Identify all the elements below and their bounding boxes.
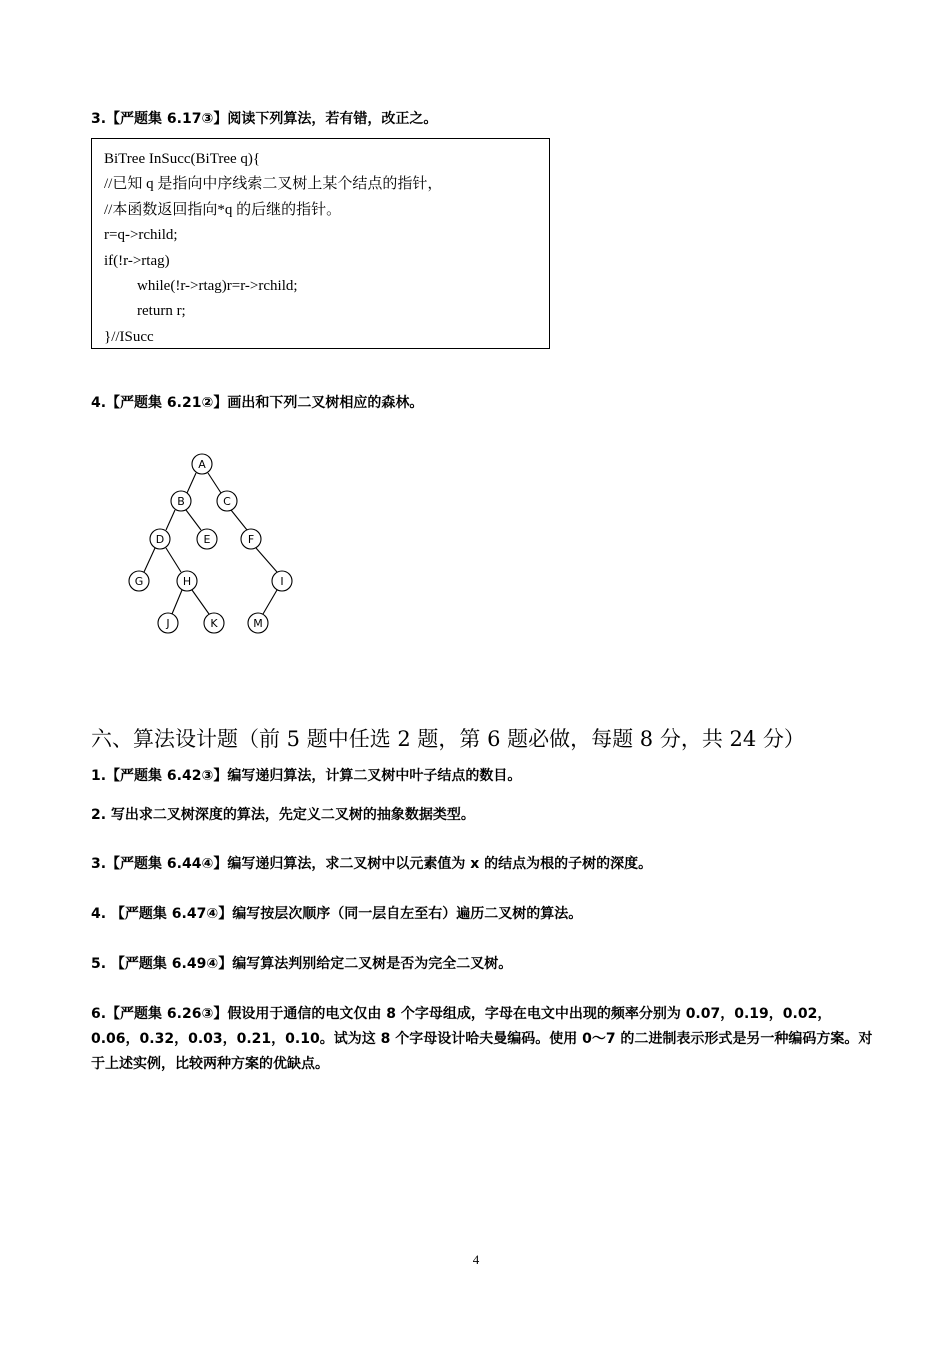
tree-label-g: G	[134, 575, 144, 588]
edge-d-h	[166, 548, 181, 572]
tree-label-a: A	[198, 458, 206, 471]
tree-label-e: E	[203, 533, 211, 546]
code-line: while(!r->rtag)r=r->rchild;	[137, 277, 298, 294]
edge-a-c	[208, 473, 221, 493]
edge-c-f	[231, 510, 247, 530]
edge-b-d	[166, 510, 175, 530]
edge-i-m	[263, 590, 277, 614]
tree-label-f: F	[247, 533, 255, 546]
code-line: BiTree InSucc(BiTree q){	[104, 151, 261, 167]
section-6-question-6: 6.【严题集 6.26③】假设用于通信的电文仅由 8 个字母组成，字母在电文中出现的频率分别为 0.07，0.19，0.02，0.06，0.32，0.03，0.21，0.10。试为这 8 个字母设计哈夫曼编码。使用 0～7 的二进制表示形式是另一种编码方案。对于上述实例，比较两种方案的优缺点。	[91, 1006, 873, 1072]
section-6-question-1: 1.【严题集 6.42③】编写递归算法，计算二叉树中叶子结点的数目。	[91, 768, 522, 784]
code-box	[91, 138, 550, 349]
question-4-header: 4.【严题集 6.21②】画出和下列二叉树相应的森林。	[91, 395, 424, 411]
code-line: //本函数返回指向*q 的后继的指针。	[104, 201, 342, 218]
binary-tree-diagram	[120, 432, 320, 642]
tree-label-b: B	[177, 495, 185, 508]
section-6-question-2: 2. 写出求二叉树深度的算法，先定义二叉树的抽象数据类型。	[91, 807, 475, 823]
edge-d-g	[144, 548, 155, 572]
code-line: if(!r->rtag)	[104, 252, 170, 269]
edge-h-k	[192, 590, 209, 614]
tree-label-i: I	[280, 575, 284, 588]
tree-label-k: K	[210, 617, 218, 630]
question-3-header: 3.【严题集 6.17③】阅读下列算法，若有错，改正之。	[91, 111, 438, 127]
edge-b-e	[186, 510, 201, 530]
edge-h-j	[172, 590, 182, 614]
edge-a-b	[187, 473, 196, 493]
tree-label-d: D	[155, 533, 165, 546]
code-line: return r;	[137, 303, 186, 320]
tree-label-c: C	[223, 495, 231, 508]
section-6-question-4: 4. 【严题集 6.47④】编写按层次顺序（同一层自左至右）遍历二叉树的算法。	[91, 906, 583, 922]
section-6-question-3: 3.【严题集 6.44④】编写递归算法，求二叉树中以元素值为 x 的结点为根的子树的深度。	[91, 856, 653, 872]
code-line: r=q->rchild;	[104, 227, 178, 244]
section-6-question-5: 5. 【严题集 6.49④】编写算法判别给定二叉树是否为完全二叉树。	[91, 956, 513, 972]
page-number: 4	[472, 1252, 480, 1267]
code-line: }//ISucc	[104, 328, 154, 345]
tree-label-m: M	[253, 617, 263, 630]
tree-label-h: H	[182, 575, 192, 588]
section-6-title: 六、算法设计题（前 5 题中任选 2 题，第 6 题必做，每题 8 分，共 24 分）	[91, 727, 805, 751]
tree-label-j: J	[166, 617, 170, 630]
edge-f-i	[256, 548, 277, 572]
code-line: //已知 q 是指向中序线索二叉树上某个结点的指针，	[104, 176, 443, 193]
